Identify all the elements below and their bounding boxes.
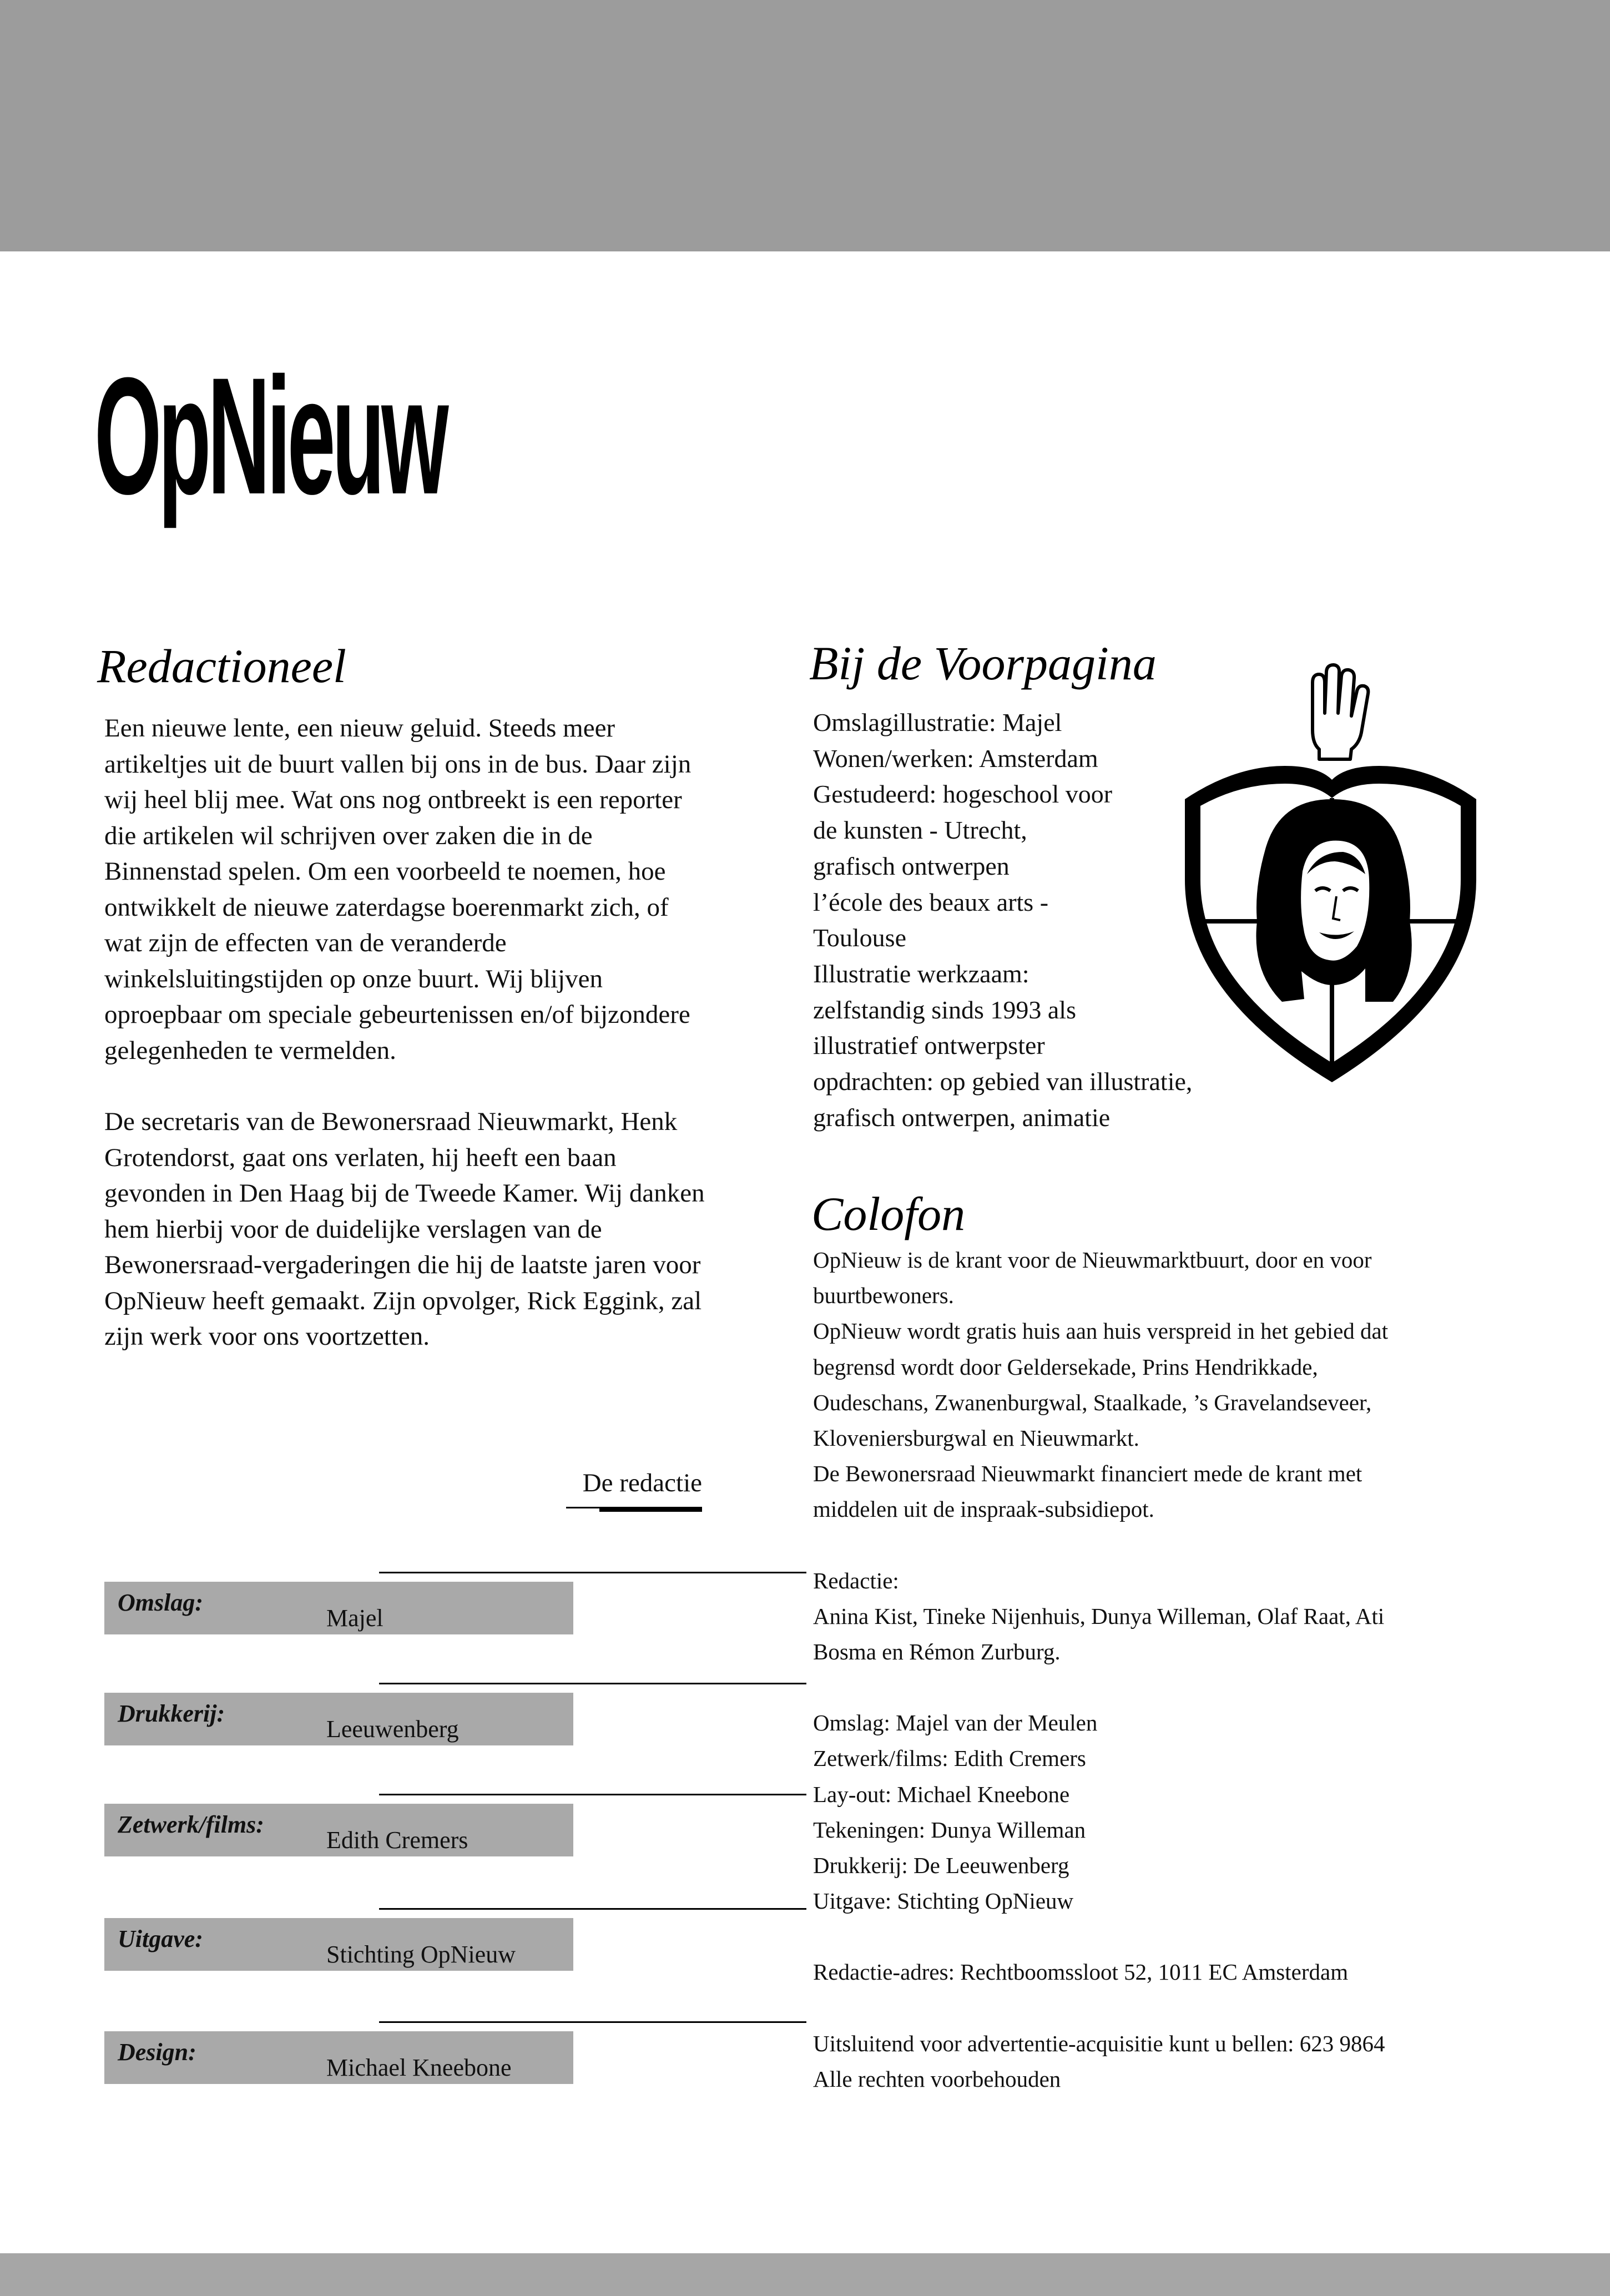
portrait-woman-icon <box>1256 799 1411 1002</box>
colofon-address: Redactie-adres: Rechtboomssloot 52, 1011 EC Amsterdam <box>813 1959 1349 1985</box>
colofon-intro-line: OpNieuw wordt gratis huis aan huis verspreid in het gebied dat <box>813 1318 1389 1344</box>
credit-rule <box>379 2021 806 2023</box>
redactioneel-heading: Redactioneel <box>97 639 346 693</box>
redactioneel-paragraph-1: Een nieuwe lente, een nieuw geluid. Steeds meer artikeltjes uit de buurt vallen bij ons in de bus. Daar zijn wij heel blij mee. Wat ons nog ontbreekt is een reporter die artikelen wil schrijven over zaken die in de Binnenstad spelen. Om een voorbeeld te noemen, hoe ontwikkelt de nieuwe zaterdagse boerenmarkt zich, of wat zijn de effecten van de veranderde winkelsluitingstijden op onze buurt. Wij blijven oproepbaar om speciale gebeurtenissen en/of bijzondere gelegenheden te vermelden. <box>104 714 692 1065</box>
colofon-role-line: Omslag: Majel van der Meulen <box>813 1710 1098 1736</box>
colofon-advert: Uitsluitend voor advertentie-acquisitie kunt u bellen: 623 9864 <box>813 2030 1385 2056</box>
voorpagina-line: Toulouse <box>813 924 906 952</box>
masthead-title: OpNieuw <box>94 342 446 529</box>
redactie-signature: De redactie <box>582 1469 702 1497</box>
credit-label: Zetwerk/films: <box>118 1811 264 1838</box>
voorpagina-line: illustratief ontwerpster <box>813 1031 1045 1060</box>
credit-value: Leeuwenberg <box>326 1715 459 1743</box>
colofon-intro-line: Oudeschans, Zwanenburgwal, Staalkade, ’s Gravelandseveer, <box>813 1389 1372 1415</box>
colofon-role-line: Zetwerk/films: Edith Cremers <box>813 1745 1086 1772</box>
credit-rule <box>379 1572 806 1573</box>
colofon-intro-line: buurtbewoners. <box>813 1283 954 1309</box>
credit-value: Majel <box>326 1604 383 1632</box>
shield-portrait-illustration <box>1174 660 1485 1093</box>
colofon-intro-line: middelen uit de inspraak-subsidiepot. <box>813 1496 1154 1522</box>
voorpagina-line: Illustratie werkzaam: <box>813 959 1029 988</box>
voorpagina-line: opdrachten: op gebied van illustratie, <box>813 1067 1193 1096</box>
voorpagina-line: Gestudeerd: hogeschool voor <box>813 780 1113 809</box>
redactioneel-paragraph-2: De secretaris van de Bewonersraad Nieuwmarkt, Henk Grotendorst, gaat ons verlaten, hij heeft een baan gevonden in Den Haag bij de Tweede Kamer. Wij danken hem hierbij voor de duidelijke verslagen van de Bewonersraad-vergaderingen die hij de laatste jaren voor OpNieuw heeft gemaakt. Zijn opvolger, Rick Eggink, zal zijn werk voor ons voortzetten. <box>104 1107 705 1351</box>
credit-row-drukkerij <box>104 1683 704 1788</box>
credit-label: Omslag: <box>118 1589 203 1616</box>
top-gray-band <box>0 0 1610 251</box>
colofon-role-line: Tekeningen: Dunya Willeman <box>813 1816 1086 1843</box>
colofon-intro-line: begrensd wordt door Geldersekade, Prins Hendrikkade, <box>813 1354 1318 1380</box>
voorpagina-line: Wonen/werken: Amsterdam <box>813 744 1098 773</box>
voorpagina-line: grafisch ontwerpen, animatie <box>813 1103 1111 1132</box>
voorpagina-heading: Bij de Voorpagina <box>809 637 1157 690</box>
colofon-body <box>813 1242 1512 2097</box>
credit-label: Drukkerij: <box>118 1700 225 1727</box>
credit-value: Stichting OpNieuw <box>326 1941 516 1968</box>
colofon-role-line: Uitgave: Stichting OpNieuw <box>813 1888 1074 1914</box>
colofon-intro-line: De Bewonersraad Nieuwmarkt financiert mede de krant met <box>813 1461 1362 1487</box>
credit-rule <box>379 1683 806 1684</box>
credit-row-uitgave <box>104 1908 704 2014</box>
colofon-intro-line: Kloveniersburgwal en Nieuwmarkt. <box>813 1425 1139 1451</box>
credit-value: Michael Kneebone <box>326 2054 512 2081</box>
voorpagina-line: de kunsten - Utrecht, <box>813 816 1027 845</box>
colofon-heading: Colofon <box>811 1187 966 1240</box>
colofon-role-line: Lay-out: Michael Kneebone <box>813 1781 1070 1807</box>
credit-label: Uitgave: <box>118 1925 203 1952</box>
colofon-intro-line: OpNieuw is de krant voor de Nieuwmarktbuurt, door en voor <box>813 1247 1372 1273</box>
colofon-rights: Alle rechten voorbehouden <box>813 2066 1061 2092</box>
credit-rule <box>379 1794 806 1795</box>
voorpagina-line: zelfstandig sinds 1993 als <box>813 995 1076 1024</box>
credit-row-zetwerk <box>104 1794 704 1899</box>
credit-rule <box>379 1908 806 1910</box>
credit-row-omslag <box>104 1572 704 1677</box>
voorpagina-line: grafisch ontwerpen <box>813 851 1010 880</box>
colofon-redactie-line: Anina Kist, Tineke Nijenhuis, Dunya Willeman, Olaf Raat, Ati <box>813 1603 1385 1629</box>
credit-label: Design: <box>118 2038 196 2066</box>
raised-hand-icon <box>1313 665 1368 759</box>
bottom-gray-band <box>0 2253 1610 2296</box>
voorpagina-line: Omslagillustratie: Majel <box>813 708 1062 736</box>
voorpagina-line: l’école des beaux arts - <box>813 887 1049 916</box>
credit-row-design <box>104 2021 704 2127</box>
colofon-redactie-label: Redactie: <box>813 1567 899 1593</box>
colofon-redactie-line: Bosma en Rémon Zurburg. <box>813 1639 1061 1665</box>
redactioneel-body <box>104 710 709 1355</box>
colofon-role-line: Drukkerij: De Leeuwenberg <box>813 1853 1069 1879</box>
credit-value: Edith Cremers <box>326 1826 468 1854</box>
signature-rule-accent <box>599 1508 702 1512</box>
